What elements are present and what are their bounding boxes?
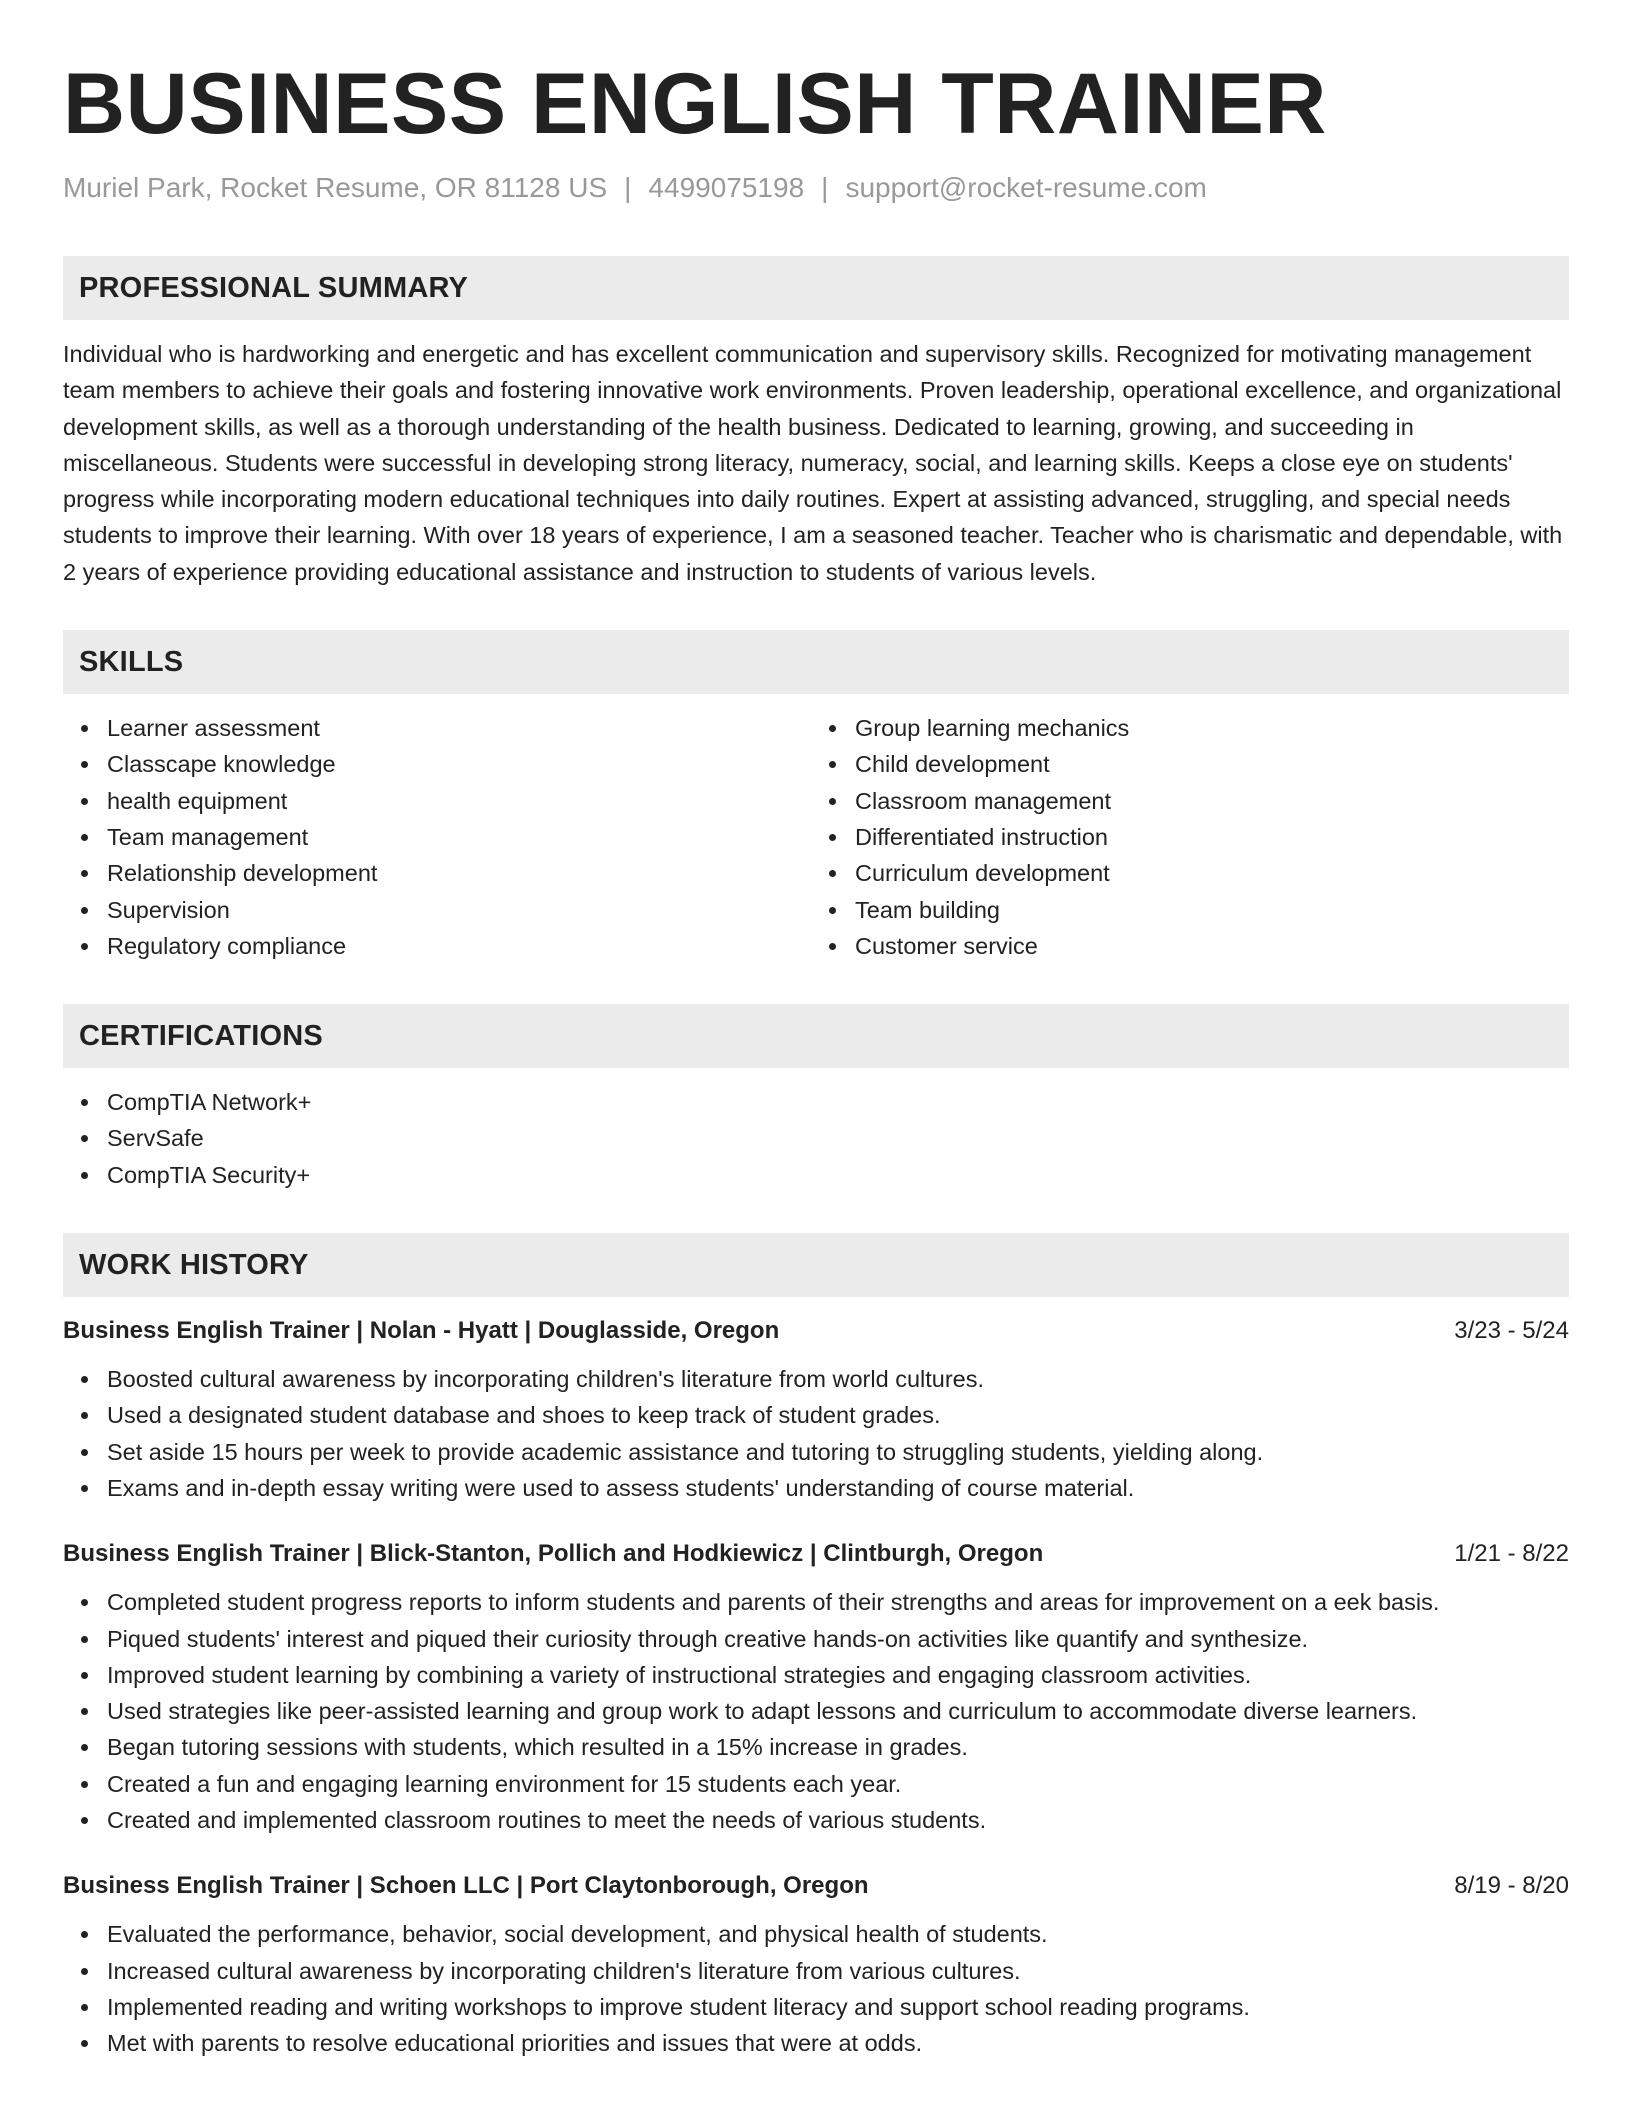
job-bullet: Created a fun and engaging learning environment for 15 students each year. bbox=[107, 1766, 1569, 1802]
contact-separator: | bbox=[821, 172, 829, 203]
job-bullet: Met with parents to resolve educational priorities and issues that were at odds. bbox=[107, 2025, 1569, 2061]
work-history-heading: WORK HISTORY bbox=[79, 1248, 309, 1281]
summary-heading: PROFESSIONAL SUMMARY bbox=[79, 271, 469, 304]
skill-item: Classroom management bbox=[855, 783, 1569, 819]
job-header bbox=[63, 1868, 1569, 1904]
certifications-heading: CERTIFICATIONS bbox=[79, 1019, 323, 1052]
certification-item: CompTIA Security+ bbox=[107, 1157, 1569, 1193]
resume-title: BUSINESS ENGLISH TRAINER bbox=[63, 56, 1327, 152]
job-bullet: Evaluated the performance, behavior, social development, and physical health of students. bbox=[107, 1916, 1569, 1952]
job-bullet: Completed student progress reports to inform students and parents of their strengths and areas for improvement on a eek basis. bbox=[107, 1584, 1569, 1620]
skill-item: Classcape knowledge bbox=[107, 746, 821, 782]
summary-text: Individual who is hardworking and energetic and has excellent communication and supervisory skills. Recognized for motivating management team members to achieve their goals and fostering innovative work environments. Proven leadership, operational excellence, and organizational development skills, as well as a thorough understanding of the health business. Dedicated to learning, growing, and succeeding in miscellaneous. Students were successful in developing strong literacy, numeracy, social, and learning skills. Keeps a close eye on students' progress while incorporating modern educational techniques into daily routines. Expert at assisting advanced, struggling, and special needs students to improve their learning. With over 18 years of experience, I am a seasoned teacher. Teacher who is charismatic and dependable, with 2 years of experience providing educational assistance and instruction to students of various levels. bbox=[63, 341, 1563, 585]
skills-list-left bbox=[63, 710, 821, 964]
certification-item: ServSafe bbox=[107, 1120, 1569, 1156]
job-bullet: Implemented reading and writing workshops to improve student literacy and support school reading programs. bbox=[107, 1989, 1569, 2025]
job-bullet: Improved student learning by combining a variety of instructional strategies and engaging classroom activities. bbox=[107, 1657, 1569, 1693]
job-bullet: Used a designated student database and shoes to keep track of student grades. bbox=[107, 1397, 1569, 1433]
job-bullet: Set aside 15 hours per week to provide academic assistance and tutoring to struggling students, yielding along. bbox=[107, 1434, 1569, 1470]
job-bullets bbox=[63, 1361, 1569, 1506]
job-header bbox=[63, 1536, 1569, 1572]
certifications-list bbox=[63, 1084, 1569, 1193]
job-dates: 1/21 - 8/22 bbox=[1454, 1540, 1569, 1568]
contact-line bbox=[63, 168, 1569, 208]
contact-address: Muriel Park, Rocket Resume, OR 81128 US bbox=[63, 172, 608, 203]
job-bullet: Piqued students' interest and piqued their curiosity through creative hands-on activities like quantify and synthesize. bbox=[107, 1621, 1569, 1657]
skills-section-header bbox=[63, 630, 1569, 694]
job-entry bbox=[63, 1868, 1569, 2061]
skills-heading: SKILLS bbox=[79, 645, 184, 678]
job-title: Business English Trainer | Blick-Stanton, Pollich and Hodkiewicz | Clintburgh, Oregon bbox=[63, 1540, 1044, 1568]
contact-email: support@rocket-resume.com bbox=[845, 172, 1207, 203]
job-bullets bbox=[63, 1584, 1569, 1838]
job-bullet: Exams and in-depth essay writing were used to assess students' understanding of course material. bbox=[107, 1470, 1569, 1506]
contact-phone: 4499075198 bbox=[648, 172, 805, 203]
skill-item: Group learning mechanics bbox=[855, 710, 1569, 746]
job-bullet: Used strategies like peer-assisted learning and group work to adapt lessons and curriculum to accommodate diverse learners. bbox=[107, 1693, 1569, 1729]
job-header bbox=[63, 1313, 1569, 1349]
skill-item: Supervision bbox=[107, 892, 821, 928]
job-title: Business English Trainer | Nolan - Hyatt | Douglasside, Oregon bbox=[63, 1317, 780, 1345]
job-bullets bbox=[63, 1916, 1569, 2061]
job-entry bbox=[63, 1536, 1569, 1838]
job-bullet: Increased cultural awareness by incorporating children's literature from various cultures. bbox=[107, 1953, 1569, 1989]
skill-item: Differentiated instruction bbox=[855, 819, 1569, 855]
job-dates: 3/23 - 5/24 bbox=[1454, 1317, 1569, 1345]
skill-item: Customer service bbox=[855, 928, 1569, 964]
skill-item: Team management bbox=[107, 819, 821, 855]
certification-item: CompTIA Network+ bbox=[107, 1084, 1569, 1120]
skill-item: Child development bbox=[855, 746, 1569, 782]
skill-item: Curriculum development bbox=[855, 855, 1569, 891]
job-title: Business English Trainer | Schoen LLC | Port Claytonborough, Oregon bbox=[63, 1872, 869, 1900]
skill-item: Relationship development bbox=[107, 855, 821, 891]
skills-list-right bbox=[821, 710, 1569, 964]
job-dates: 8/19 - 8/20 bbox=[1454, 1872, 1569, 1900]
skill-item: health equipment bbox=[107, 783, 821, 819]
skill-item: Learner assessment bbox=[107, 710, 821, 746]
skill-item: Regulatory compliance bbox=[107, 928, 821, 964]
certifications-section-header bbox=[63, 1004, 1569, 1068]
job-entry bbox=[63, 1313, 1569, 1506]
summary-section-header bbox=[63, 256, 1569, 320]
job-bullet: Created and implemented classroom routines to meet the needs of various students. bbox=[107, 1802, 1569, 1838]
contact-separator: | bbox=[624, 172, 632, 203]
job-bullet: Began tutoring sessions with students, which resulted in a 15% increase in grades. bbox=[107, 1729, 1569, 1765]
skill-item: Team building bbox=[855, 892, 1569, 928]
work-history-section-header bbox=[63, 1233, 1569, 1297]
job-bullet: Boosted cultural awareness by incorporating children's literature from world cultures. bbox=[107, 1361, 1569, 1397]
skills-grid bbox=[63, 694, 1569, 964]
